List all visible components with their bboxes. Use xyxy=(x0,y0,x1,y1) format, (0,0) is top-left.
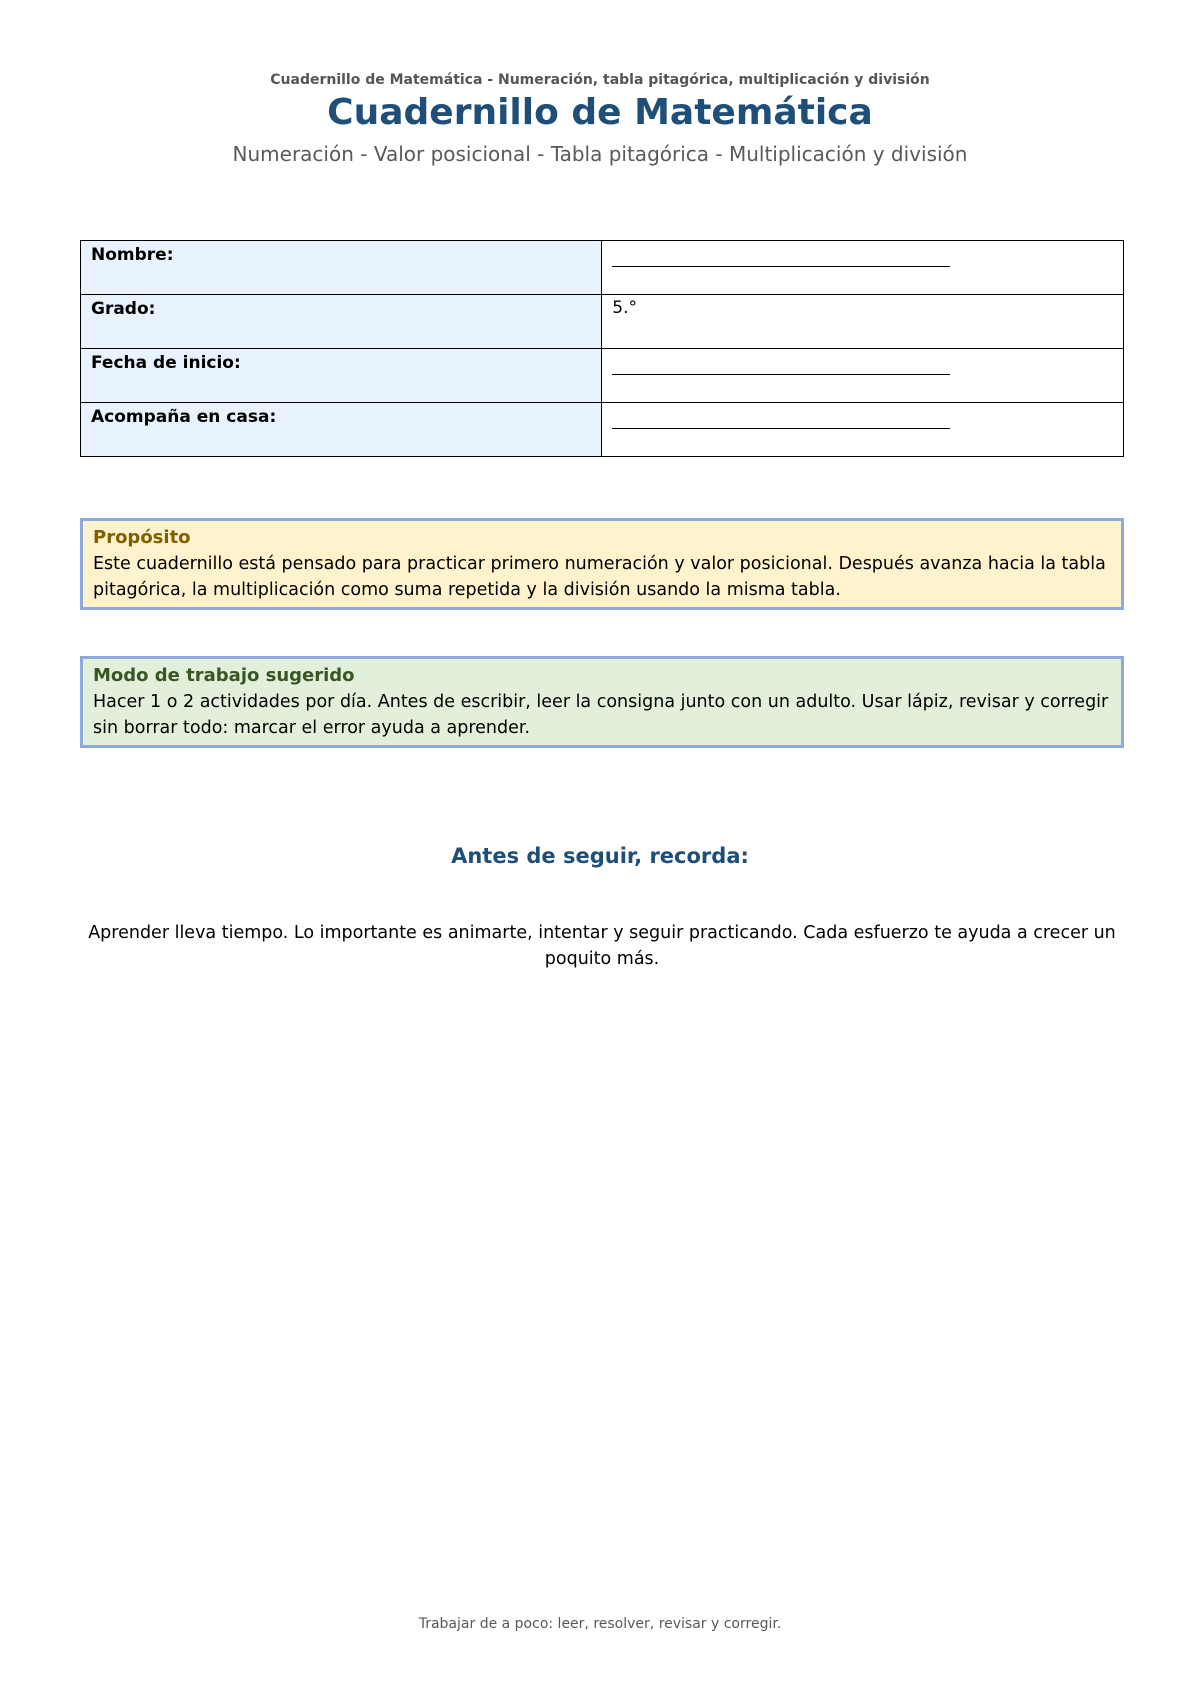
page-title: Cuadernillo de Matemática xyxy=(327,92,873,133)
table-row-grado xyxy=(81,295,1124,349)
reminder-text: Aprender lleva tiempo. Lo importante es animarte, intentar y seguir practicando. Cada esfuerzo te ayuda a crecer un poquito más. xyxy=(88,923,1116,969)
work-mode-title: Modo de trabajo sugerido xyxy=(93,665,355,686)
nombre-label: Nombre: xyxy=(81,241,602,295)
table-row-acompana xyxy=(81,403,1124,457)
fecha-blank-line xyxy=(612,352,950,375)
purpose-title: Propósito xyxy=(93,527,191,548)
reminder-heading: Antes de seguir, recorda: xyxy=(451,844,749,868)
student-info-table xyxy=(80,240,1124,457)
work-mode-text: Hacer 1 o 2 actividades por día. Antes de escribir, leer la consigna junto con un adulto. Usar lápiz, revisar y corregir sin borrar todo: marcar el error ayuda a aprender. xyxy=(93,692,1109,738)
fecha-label: Fecha de inicio: xyxy=(81,349,602,403)
grado-label: Grado: xyxy=(81,295,602,349)
nombre-blank-line xyxy=(612,244,950,267)
fecha-field[interactable] xyxy=(602,349,1124,403)
grado-value: 5.° xyxy=(602,295,1124,349)
acompana-field[interactable] xyxy=(602,403,1124,457)
purpose-box xyxy=(80,518,1124,610)
table-row-fecha xyxy=(81,349,1124,403)
running-header: Cuadernillo de Matemática - Numeración, tabla pitagórica, multiplicación y división xyxy=(270,72,930,88)
acompana-blank-line xyxy=(612,406,950,429)
acompana-label: Acompaña en casa: xyxy=(81,403,602,457)
page-footer: Trabajar de a poco: leer, resolver, revisar y corregir. xyxy=(418,1616,782,1632)
purpose-text: Este cuadernillo está pensado para practicar primero numeración y valor posicional. Después avanza hacia la tabla pitagórica, la multiplicación como suma repetida y la división usando la misma tabla. xyxy=(93,554,1106,600)
page-subtitle: Numeración - Valor posicional - Tabla pitagórica - Multiplicación y división xyxy=(232,142,968,166)
work-mode-box xyxy=(80,656,1124,748)
nombre-field[interactable] xyxy=(602,241,1124,295)
table-row-nombre xyxy=(81,241,1124,295)
